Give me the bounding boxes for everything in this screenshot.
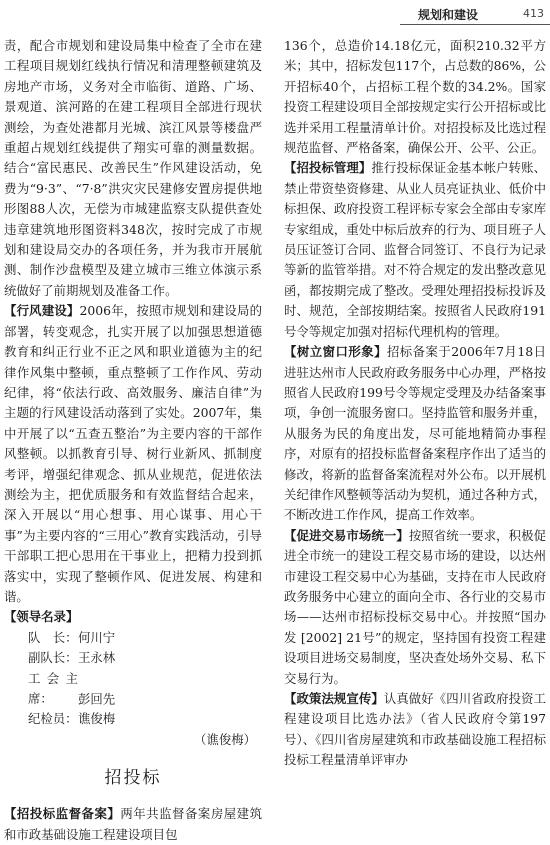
paragraph-bidding-management — [284, 158, 546, 342]
text-market-unification: 按照省统一要求，积极促进全市统一的建设工程交易市场的建设，以达州市建设工程交易中心为基础，支持在市人民政府政务服务中心建立的面向全市、各行业的交易市场——达州市招标投标交易中心。并按照“国办发 [2002] 21号”的规定，坚持国有投资工程建设项目进场交易制度，坚决查处场外交易、私下交易行为。 — [284, 527, 547, 686]
tag-window-image: 【树立窗口形象】 — [284, 344, 387, 360]
staff-role: 工会主席： — [28, 670, 78, 706]
staff-entry — [28, 669, 262, 710]
staff-entry — [28, 709, 262, 729]
staff-name: 彭回先 — [78, 691, 116, 706]
staff-name: 何川宁 — [78, 629, 116, 645]
text-work-style: 2006年，按照市规划和建设局的部署，转变观念，扎实开展了以加强思想道德教育和纠正行业不正之风和职业道德为主的纪律作风集中整顿，重点整顿了工作作风、劳动纪律，将“依法行政、高效服务、廉洁自律”为主题的行风建设活动落到了实处。2007年，集中开展了以“五查五整治”为主要内容的干部作风整顿。以抓教育引导、树行业新风、抓制度考评，增强纪律观念、抓从业规范，促进依法测绘为主，把优质服务和有效监督结合起来，深入开展以“用心想事、用心谋事、用心干事”为主要内容的“三用心”教育实践活动，引导干部职工把心思用在干事业上，把精力投到抓落实中，实现了整顿作风、促进发展、构建和谐。 — [4, 303, 262, 604]
section-title: 招投标 — [104, 768, 162, 789]
paragraph-policy-promotion — [284, 689, 546, 771]
paragraph-bidding-supervision — [4, 804, 262, 845]
paragraph-window-image — [284, 342, 546, 526]
author-credit: （谯俊梅） — [194, 731, 256, 747]
paragraph-market-unification — [284, 526, 546, 689]
staff-entry — [28, 648, 262, 668]
paragraph-bidding-stats: 136个，总造价14.18亿元，面积210.32平方米；其中，招标发包117个，占总数的86%，公开招标40个，占招标工程个数的34.2%。国家投资工程建设项目全部按规定实行公开招标或比选并采用工程量清单计价。对招投标及比选过程规范监督、严格备案，确保公开、公平、公正。 — [284, 38, 546, 156]
page-number: 413 — [523, 7, 544, 20]
staff-role: 纪检员： — [28, 711, 78, 727]
text-window-image: 招标备案于2006年7月18日进驻达州市人民政府政务服务中心办理，严格按照省人民政府199号令等规定受理及办结备案事项，争创一流服务窗口。坚持监管和服务并重，从服务为民的角度出发，尽可能地精简办事程序，对原有的招投标监督备案程序作出了适当的修改，将新的监督备案流程对外公布。以开展机关纪律作风整顿等活动为契机，通过各种方式，不断改进工作作风，提高工作效率。 — [284, 344, 547, 523]
staff-role: 副队长： — [28, 650, 78, 666]
tag-work-style: 【行风建设】 — [4, 303, 80, 319]
text-policy-promotion: 认真做好《四川省政府投资工程建设项目比选办法》（省人民政府令第197号）、《四川省房屋建筑和市政基础设施工程招标投标工程量清单评审办 — [284, 691, 546, 768]
right-column — [284, 36, 546, 832]
staff-entry — [28, 628, 262, 648]
paragraph-work-style — [4, 301, 262, 607]
staff-name: 王永林 — [78, 650, 116, 666]
tag-policy-promotion: 【政策法规宣传】 — [284, 691, 384, 706]
running-header — [0, 0, 550, 30]
text-bidding-management: 推行投标保证金基本帐户转账、禁止带资垫资修建、从业人员亮证执业、低价中标担保、政府投资工程评标专家会全部由专家库专家组成，重处中标后放弃的行为、项目班子人员压证签订合同、监督合同签订、不良行为记录等新的监管举措。对不符合规定的发出整改意见函，都按期完成了整改。受理处理招投标投诉及时、规范，全部按期结案。按照省人民政府191号令等规定加强对招标代理机构的管理。 — [284, 160, 547, 339]
staff-list — [4, 628, 262, 730]
text-bidding-supervision: 两年共监督备案房屋建筑和市政基础设施工程建设项目包 — [4, 806, 263, 842]
header-rule — [400, 24, 550, 25]
left-column — [4, 36, 263, 842]
staff-name: 谯俊梅 — [78, 711, 116, 727]
tag-leaders: 【领导名录】 — [4, 609, 79, 625]
staff-role: 队 长： — [28, 629, 78, 645]
tag-market-unification: 【促进交易市场统一】 — [284, 527, 409, 543]
tag-bidding-management: 【招投标管理】 — [284, 160, 372, 176]
tag-bidding-supervision: 【招投标监督备案】 — [4, 806, 121, 822]
paragraph-surveying-tasks: 责，配合市规划和建设局集中检查了全市在建工程项目规划红线执行情况和清理整顿建筑及房地产市场，义务对全市临街、道路、广场、景观道、滨河路的在建工程项目全部进行现状测绘，为查处港都月光城、滨江风景等楼盘严重超占规划红线提供了翔实可靠的测量数据。结合“富民惠民、改善民生”作风建设活动，免费为“9·3”、“7·8”洪灾灾民建修安置房提供地形图88人次，无偿为市城建监察支队提供查处违章建筑地形图资料348次，按时完成了市规划和建设局交办的各项任务，并为我市开展航测、制作沙盘模型及建立城市三维立体演示系统做好了前期规划及准备工作。 — [4, 38, 262, 298]
section-name: 规划和建设 — [418, 8, 479, 22]
